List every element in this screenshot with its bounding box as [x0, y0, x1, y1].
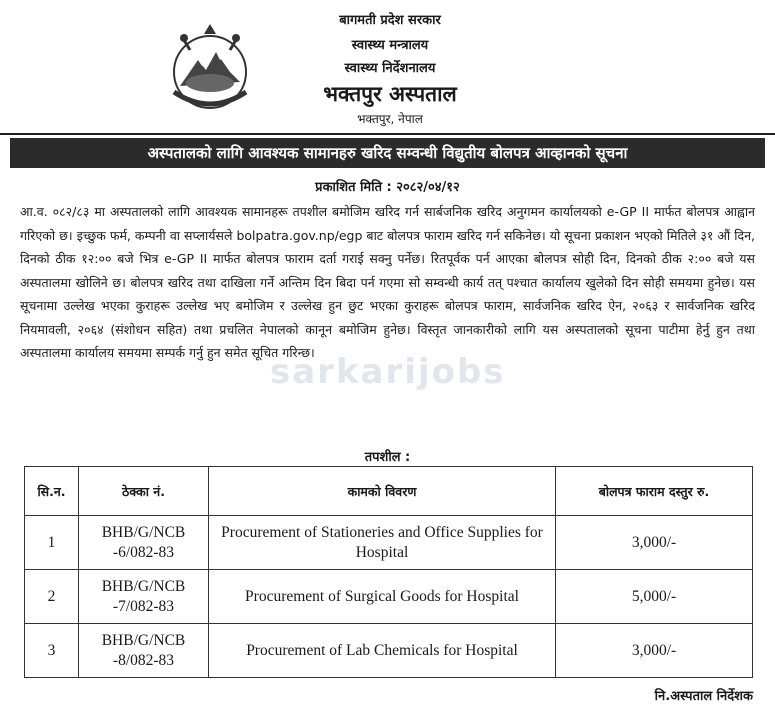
row-description: Procurement of Lab Chemicals for Hospital — [209, 624, 556, 678]
row-fee: 3,000/- — [556, 624, 753, 678]
details-label: तपशील : — [364, 450, 411, 465]
table-header-row — [25, 467, 753, 516]
table-row — [25, 570, 753, 624]
hospital-location: भक्तपुर, नेपाल — [357, 112, 423, 126]
header-divider — [0, 133, 775, 135]
col-contract-header: ठेक्का नं. — [79, 467, 209, 516]
col-fee-header: बोलपत्र फाराम दस्तुर रु. — [556, 467, 753, 516]
row-serial: 3 — [25, 624, 79, 678]
notice-body: आ.व. ०८२/८३ मा अस्पतालको लागि आवश्यक सामानहरू तपशील बमोजिम खरिद गर्न सार्बजनिक खरिद अनुगमन कार्यालयको e-GP II मार्फत बोलपत्र आह्वान गरिएको छ। इच्छुक फर्म, कम्पनी वा सप्लार्यसले bolpatra.gov.np/egp बाट बोलपत्र फाराम खरिद गर्न सकिनेछ। यो सूचना प्रकाशन भएको मितिले ३१ औं दिन, दिनको ठीक १२:०० बजे भित्र e-GP II मार्फत बोलपत्र फाराम दर्ता गराई सक्नु पर्नेछ। रितपूर्वक पर्न आएका बोलपत्र सोही दिन, दिनको ठीक २:०० बजे यस अस्पतालमा खोलिने छ। बोलपत्र खरिद तथा दाखिला गर्ने अन्तिम दिन बिदा पर्न गएमा सो सम्वन्धी कार्य तत् पश्चात कार्यालय खुलेको दिन सोही समयमा हुनेछ। यस सूचनामा उल्लेख भएका कुराहरू उल्लेख भए बमोजिम र उल्लेख हुन छुट भएका कुराहरू बोलपत्र फाराम, सार्वजनिक खरिद ऐन, २०६३ र सार्वजनिक खरिद नियमावली, २०६४ (संशोधन सहित) तथा प्रचलित नेपालको कानून बमोजिम हुनेछ। विस्तृत जानकारीको लागि यस अस्पतालको सूचना पाटीमा हेर्नु हुन तथा अस्पतालमा कार्यालय समयमा सम्पर्क गर्नु हुन समेत सूचित गरिन्छ। — [20, 204, 755, 360]
col-description-header: कामको विवरण — [209, 467, 556, 516]
row-contract-no: BHB/G/NCB -8/082-83 — [79, 624, 209, 678]
row-contract-no: BHB/G/NCB -7/082-83 — [79, 570, 209, 624]
procurement-table — [24, 466, 753, 678]
row-description: Procurement of Stationeries and Office Supplies for Hospital — [209, 516, 556, 570]
row-contract-no: BHB/G/NCB -6/082-83 — [79, 516, 209, 570]
row-description: Procurement of Surgical Goods for Hospital — [209, 570, 556, 624]
signatory-title: नि.अस्पताल निर्देशक — [654, 689, 753, 704]
table-row — [25, 516, 753, 570]
hospital-name: भक्तपुर अस्पताल — [323, 82, 457, 106]
province-government: बागमती प्रदेश सरकार — [339, 13, 441, 28]
notice-title-text: अस्पतालको लागि आवश्यक सामानहरु खरिद सम्वन्धी विद्युतीय बोलपत्र आव्हानको सूचना — [147, 144, 628, 162]
row-fee: 5,000/- — [556, 570, 753, 624]
table-row — [25, 624, 753, 678]
directorate-name: स्वास्थ्य निर्देशनालय — [344, 61, 436, 76]
row-serial: 1 — [25, 516, 79, 570]
watermark: sarkarijobs — [270, 352, 506, 392]
published-date: प्रकाशित मिति : २०८२/०४/१२ — [315, 180, 460, 195]
row-serial: 2 — [25, 570, 79, 624]
ministry-name: स्वास्थ्य मन्त्रालय — [351, 38, 429, 53]
notice-title — [10, 138, 765, 168]
col-serial-header: सि.न. — [25, 467, 79, 516]
row-fee: 3,000/- — [556, 516, 753, 570]
